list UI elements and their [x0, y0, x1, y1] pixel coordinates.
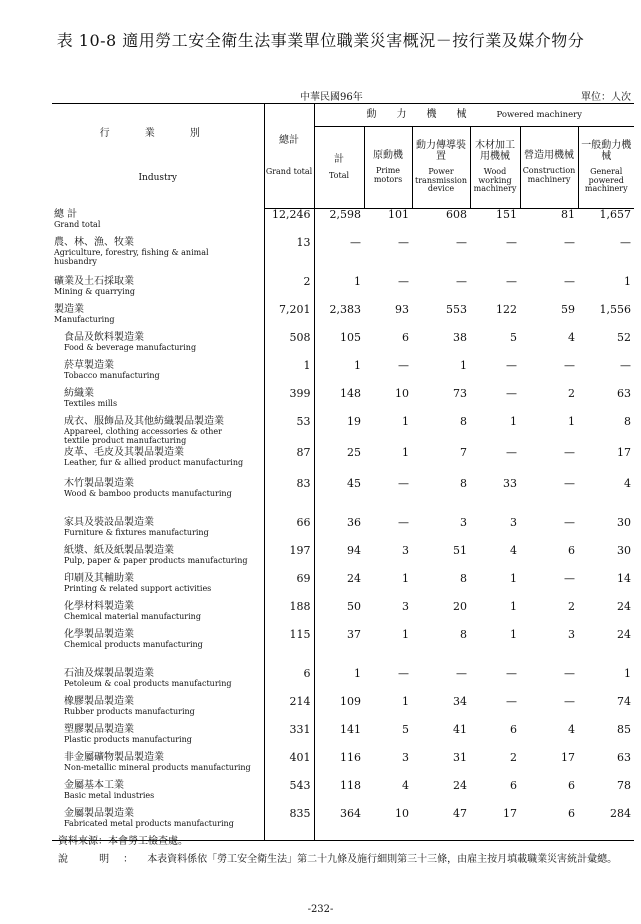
row-label — [52, 388, 264, 416]
row-label-zh: 化學製品製造業 — [64, 628, 134, 640]
cell-value: — — [398, 666, 409, 680]
row-label-en: Petoleum & coal products manufacturing — [64, 678, 232, 688]
cell-value: 73 — [453, 386, 467, 400]
cell-value: 1 — [510, 627, 517, 641]
col-header-construction: 營造用機械 Construction machinery — [520, 127, 578, 209]
cell-value: 1 — [314, 668, 364, 696]
cell-value: 24 — [617, 599, 631, 613]
cell-value: 85 — [617, 722, 631, 736]
row-label-zh: 塑膠製品製造業 — [64, 723, 134, 735]
cell-value: 2,598 — [314, 209, 364, 237]
row-label-zh: 紙漿、紙及紙製品製造業 — [64, 544, 174, 556]
table-row — [52, 360, 634, 388]
cell-value: 17 — [561, 750, 575, 764]
cell-value: 37 — [314, 629, 364, 668]
cell-value: 81 — [561, 208, 575, 221]
cell-value: 1 — [264, 360, 314, 388]
row-label-en: Pulp, paper & paper products manufacturing — [64, 555, 248, 565]
table-row — [52, 517, 634, 545]
cell-value: 66 — [264, 517, 314, 545]
cell-value: 1,657 — [599, 208, 631, 221]
powered-machinery-header: 動力機械 Powered machinery — [314, 104, 634, 127]
cell-value: — — [398, 235, 409, 249]
table-row — [52, 447, 634, 478]
cell-value: — — [456, 235, 467, 249]
cell-value: 101 — [388, 208, 409, 221]
cell-value: 6 — [402, 330, 409, 344]
row-label — [52, 478, 264, 517]
cell-value: 284 — [610, 806, 631, 820]
cell-value: 2,383 — [314, 304, 364, 332]
cell-value: 1 — [402, 414, 409, 428]
row-label-zh: 食品及飲料製造業 — [64, 331, 144, 343]
cell-value: — — [398, 358, 409, 372]
cell-value: 4 — [568, 722, 575, 736]
cell-value: 78 — [617, 778, 631, 792]
cell-value: 399 — [264, 388, 314, 416]
cell-value: 118 — [314, 780, 364, 808]
table-row — [52, 209, 634, 237]
cell-value: — — [456, 666, 467, 680]
cell-value: 30 — [617, 543, 631, 557]
cell-value: 24 — [453, 778, 467, 792]
cell-value: — — [506, 358, 517, 372]
row-label — [52, 573, 264, 601]
cell-value: 608 — [446, 208, 467, 221]
cell-value: — — [398, 476, 409, 490]
cell-value: 1 — [314, 360, 364, 388]
table-row — [52, 545, 634, 573]
cell-value: 3 — [460, 515, 467, 529]
cell-value: 1 — [510, 599, 517, 613]
cell-value: — — [564, 476, 575, 490]
grand-total-header: 總計 Grand total — [264, 104, 314, 209]
row-label-en: Non-metallic mineral products manufacturing — [64, 762, 251, 772]
row-label — [52, 360, 264, 388]
cell-value: 122 — [496, 302, 517, 316]
cell-value: — — [456, 274, 467, 288]
cell-value: 1 — [402, 571, 409, 585]
table-row — [52, 724, 634, 752]
row-label-en: Grand total — [54, 219, 101, 229]
cell-value: 6 — [568, 543, 575, 557]
cell-value: 553 — [446, 302, 467, 316]
table-row — [52, 332, 634, 360]
row-label — [52, 780, 264, 808]
cell-value: 94 — [314, 545, 364, 573]
cell-value: 401 — [264, 752, 314, 780]
cell-value: 331 — [264, 724, 314, 752]
table-row — [52, 752, 634, 780]
unit-label: 單位：人次 — [581, 92, 631, 103]
cell-value: — — [564, 358, 575, 372]
cell-value: 47 — [453, 806, 467, 820]
cell-value: — — [506, 274, 517, 288]
cell-value: 24 — [617, 627, 631, 641]
cell-value: 4 — [624, 476, 631, 490]
cell-value: 109 — [314, 696, 364, 724]
cell-value: 6 — [568, 806, 575, 820]
cell-value: 6 — [264, 668, 314, 696]
cell-value: 10 — [395, 386, 409, 400]
cell-value: 364 — [314, 808, 364, 836]
cell-value: 8 — [460, 414, 467, 428]
row-label-zh: 石油及煤製品製造業 — [64, 667, 154, 679]
cell-value: 13 — [264, 237, 314, 276]
cell-value: 63 — [617, 386, 631, 400]
cell-value: 19 — [314, 416, 364, 447]
row-label-en: Chemical products manufacturing — [64, 639, 203, 649]
cell-value: 1 — [568, 414, 575, 428]
cell-value: 214 — [264, 696, 314, 724]
cell-value: — — [398, 274, 409, 288]
row-label-zh: 橡膠製品製造業 — [64, 695, 134, 707]
table-row — [52, 696, 634, 724]
cell-value: 197 — [264, 545, 314, 573]
cell-value: — — [564, 274, 575, 288]
cell-value: 63 — [617, 750, 631, 764]
table-row — [52, 304, 634, 332]
table-row — [52, 237, 634, 276]
cell-value: 69 — [264, 573, 314, 601]
table-row — [52, 416, 634, 447]
cell-value: 115 — [264, 629, 314, 668]
cell-value: 2 — [568, 386, 575, 400]
cell-value: 1 — [624, 666, 631, 680]
cell-value: 3 — [402, 599, 409, 613]
cell-value: 1 — [314, 276, 364, 304]
table-row — [52, 478, 634, 517]
cell-value: 17 — [617, 445, 631, 459]
row-label — [52, 237, 264, 276]
cell-value: 1 — [460, 358, 467, 372]
cell-value: 4 — [402, 778, 409, 792]
cell-value: 12,246 — [264, 209, 314, 237]
row-label — [52, 517, 264, 545]
cell-value: 93 — [395, 302, 409, 316]
cell-value: 2 — [568, 599, 575, 613]
cell-value: — — [620, 235, 631, 249]
cell-value: 51 — [453, 543, 467, 557]
cell-value: — — [506, 694, 517, 708]
cell-value: — — [564, 666, 575, 680]
cell-value: 7,201 — [264, 304, 314, 332]
cell-value: 41 — [453, 722, 467, 736]
row-label-en: Wood & bamboo products manufacturing — [64, 488, 232, 498]
cell-value: 151 — [496, 208, 517, 221]
row-label — [52, 304, 264, 332]
row-label-zh: 家具及裝設品製造業 — [64, 516, 154, 528]
table-row — [52, 629, 634, 668]
row-label-zh: 農、林、漁、牧業 — [54, 236, 134, 248]
row-label-en2: textile product manufacturing — [64, 435, 187, 445]
col-header-power-transmission: 動力傳導裝置 Power transmission device — [412, 127, 470, 209]
row-label — [52, 629, 264, 668]
cell-value: 33 — [503, 476, 517, 490]
cell-value: 1 — [402, 694, 409, 708]
page-title: 表 10-8 適用勞工安全衛生法事業單位職業災害概況－按行業及媒介物分 — [56, 31, 585, 50]
cell-value: 508 — [264, 332, 314, 360]
cell-value: 6 — [510, 778, 517, 792]
row-label-zh: 印刷及其輔助業 — [64, 572, 134, 584]
row-label — [52, 601, 264, 629]
cell-value: 2 — [510, 750, 517, 764]
row-label-en: Printing & related support activities — [64, 583, 212, 593]
table-row — [52, 573, 634, 601]
row-label-en: Leather, fur & allied product manufacturing — [64, 457, 244, 467]
row-label-zh: 木竹製品製造業 — [64, 477, 134, 489]
row-label-en: Tobacco manufacturing — [64, 370, 160, 380]
row-label-zh: 皮革、毛皮及其製品製造業 — [64, 446, 184, 458]
cell-value: 1 — [510, 571, 517, 585]
cell-value: 1,556 — [599, 302, 631, 316]
cell-value: 30 — [617, 515, 631, 529]
cell-value: — — [506, 445, 517, 459]
cell-value: 34 — [453, 694, 467, 708]
cell-value: 53 — [264, 416, 314, 447]
col-header-prime-motors: 原動機 Prime motors — [364, 127, 412, 209]
row-label-zh: 金屬製品製造業 — [64, 807, 134, 819]
industry-header: 行 業 別 Industry — [99, 128, 216, 183]
row-label-en: Manufacturing — [54, 314, 115, 324]
row-label-en: Agriculture, forestry, fishing & animal — [54, 247, 209, 257]
cell-value: — — [564, 235, 575, 249]
row-label-zh: 化學材料製造業 — [64, 600, 134, 612]
cell-value: — — [398, 515, 409, 529]
cell-value: 3 — [402, 543, 409, 557]
row-label-en: Fabricated metal products manufacturing — [64, 818, 234, 828]
row-label-zh: 菸草製造業 — [64, 359, 114, 371]
cell-value: 31 — [453, 750, 467, 764]
cell-value: 50 — [314, 601, 364, 629]
cell-value: 83 — [264, 478, 314, 517]
row-label — [52, 545, 264, 573]
cell-value: 105 — [314, 332, 364, 360]
cell-value: 17 — [503, 806, 517, 820]
row-label-en2: husbandry — [54, 256, 97, 266]
cell-value: 4 — [510, 543, 517, 557]
row-label-zh: 製造業 — [54, 303, 84, 315]
cell-value: 10 — [395, 806, 409, 820]
cell-value: 87 — [264, 447, 314, 478]
cell-value: 38 — [453, 330, 467, 344]
col-header-wood-working: 木材加工用機械 Wood working machinery — [470, 127, 520, 209]
cell-value: 2 — [264, 276, 314, 304]
row-label — [52, 416, 264, 447]
cell-value: — — [506, 666, 517, 680]
cell-value: 20 — [453, 599, 467, 613]
row-label-zh: 成衣、服飾品及其他紡織製品製造業 — [64, 415, 224, 427]
table-row — [52, 780, 634, 808]
cell-value: 52 — [617, 330, 631, 344]
table-row — [52, 276, 634, 304]
cell-value: — — [314, 237, 364, 276]
row-label — [52, 276, 264, 304]
row-label — [52, 668, 264, 696]
cell-value: 148 — [314, 388, 364, 416]
cell-value: 3 — [568, 627, 575, 641]
row-label-zh: 非金屬礦物製品製造業 — [64, 751, 164, 763]
cell-value: 6 — [568, 778, 575, 792]
cell-value: 141 — [314, 724, 364, 752]
cell-value: 188 — [264, 601, 314, 629]
row-label-en: Appareel, clothing accessories & other — [64, 426, 222, 436]
cell-value: — — [620, 358, 631, 372]
cell-value: 25 — [314, 447, 364, 478]
cell-value: 1 — [510, 414, 517, 428]
cell-value: 74 — [617, 694, 631, 708]
cell-value: — — [506, 235, 517, 249]
table-row — [52, 668, 634, 696]
cell-value: 1 — [402, 627, 409, 641]
cell-value: 59 — [561, 302, 575, 316]
row-label-en: Mining & quarrying — [54, 286, 135, 296]
row-label — [52, 724, 264, 752]
col-header-total: 計 Total — [314, 127, 364, 209]
row-label-zh: 紡織業 — [64, 387, 94, 399]
cell-value: 1 — [402, 445, 409, 459]
col-header-general-powered: 一般動力機械 General powered machinery — [578, 127, 634, 209]
cell-value: 7 — [460, 445, 467, 459]
row-label — [52, 209, 264, 237]
cell-value: 24 — [314, 573, 364, 601]
row-label-zh: 總 計 — [54, 208, 78, 220]
cell-value: 3 — [402, 750, 409, 764]
row-label-en: Textiles mills — [64, 398, 118, 408]
cell-value: 14 — [617, 571, 631, 585]
cell-value: 3 — [510, 515, 517, 529]
table-row — [52, 601, 634, 629]
row-label — [52, 332, 264, 360]
explanation-note: 說 明：本表資料係依「勞工安全衛生法」第二十九條及施行細則第三十三條，由雇主按月填載職業災害統計彙總。 — [58, 854, 618, 865]
row-label-en: Furniture & fixtures manufacturing — [64, 527, 209, 537]
cell-value: 543 — [264, 780, 314, 808]
cell-value: 8 — [460, 571, 467, 585]
year-label: 中華民國96年 — [300, 92, 363, 103]
row-label-zh: 金屬基本工業 — [64, 779, 124, 791]
cell-value: 8 — [460, 476, 467, 490]
cell-value: 8 — [460, 627, 467, 641]
cell-value: 36 — [314, 517, 364, 545]
row-label — [52, 447, 264, 478]
row-label-en: Chemical material manufacturing — [64, 611, 201, 621]
cell-value: 1 — [624, 274, 631, 288]
table-row — [52, 388, 634, 416]
cell-value: 835 — [264, 808, 314, 836]
row-label-en: Rubber products manufacturing — [64, 706, 195, 716]
cell-value: — — [564, 571, 575, 585]
cell-value: — — [564, 515, 575, 529]
cell-value: 5 — [402, 722, 409, 736]
cell-value: — — [564, 694, 575, 708]
cell-value: 116 — [314, 752, 364, 780]
cell-value: 5 — [510, 330, 517, 344]
row-label-en: Food & beverage manufacturing — [64, 342, 197, 352]
cell-value: 6 — [510, 722, 517, 736]
cell-value: — — [506, 386, 517, 400]
stats-table — [52, 103, 634, 841]
row-label — [52, 696, 264, 724]
cell-value: 8 — [624, 414, 631, 428]
row-label — [52, 752, 264, 780]
source-note: 資料來源：本會勞工檢查處。 — [58, 836, 188, 847]
cell-value: 45 — [314, 478, 364, 517]
page-number: -232- — [307, 904, 334, 915]
row-label-en: Plastic products manufacturing — [64, 734, 192, 744]
row-label-en: Basic metal industries — [64, 790, 155, 800]
row-label-zh: 礦業及土石採取業 — [54, 275, 134, 287]
cell-value: 4 — [568, 330, 575, 344]
cell-value: — — [564, 445, 575, 459]
